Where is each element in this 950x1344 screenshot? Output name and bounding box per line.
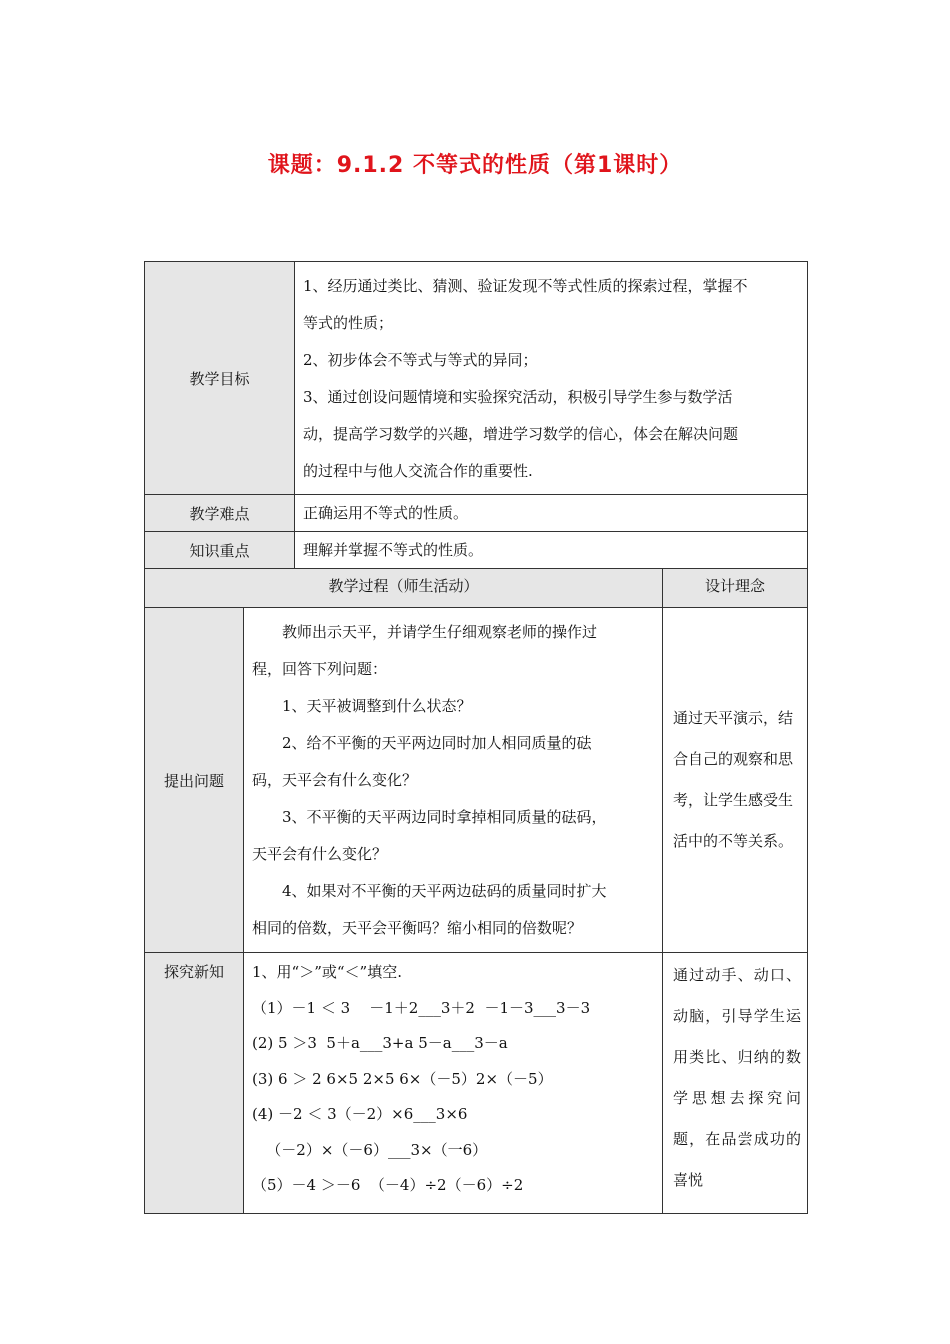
goals-content: [295, 262, 808, 495]
question-line: 3、不平衡的天平两边同时拿掉相同质量的砝码，: [282, 808, 607, 826]
explore-content: [244, 953, 663, 1214]
goal-line: 动，提高学习数学的兴趣，增进学习数学的信心，体会在解决问题: [303, 425, 739, 443]
explore-line: (4) －2 ＜ 3（－2）×6___3×6: [252, 1105, 468, 1123]
explore-line: 1、用“＞”或“＜”填空.: [252, 963, 402, 981]
question-line: 教师出示天平，并请学生仔细观察老师的操作过: [282, 623, 598, 641]
question-line: 码，天平会有什么变化？: [252, 771, 418, 789]
question-row: [145, 608, 808, 953]
question-label: 提出问题: [145, 608, 244, 953]
question-line: 2、给不平衡的天平两边同时加人相同质量的砝: [282, 734, 592, 752]
goals-label: 教学目标: [145, 262, 295, 495]
page-title: 课题：9.1.2 不等式的性质（第1课时）: [267, 153, 683, 178]
question-line: 4、如果对不平衡的天平两边砝码的质量同时扩大: [282, 882, 607, 900]
lesson-plan-table: [144, 261, 808, 1214]
goal-line: 2、初步体会不等式与等式的异同；: [303, 351, 538, 369]
question-line: 天平会有什么变化？: [252, 845, 388, 863]
process-header-row: [145, 569, 808, 608]
keypoint-label: 知识重点: [145, 532, 295, 569]
process-header: 教学过程（师生活动）: [145, 569, 663, 608]
goal-line: 1、经历通过类比、猜测、验证发现不等式性质的探索过程，掌握不: [303, 277, 748, 295]
explore-line: (2) 5 ＞3 5＋a___3+a 5－a___3－a: [252, 1034, 508, 1052]
question-content: [244, 608, 663, 953]
explore-label: 探究新知: [145, 953, 244, 1214]
goal-line: 3、通过创设问题情境和实验探究活动，积极引导学生参与数学活: [303, 388, 733, 406]
explore-line: （5）－4 ＞－6 （－4）÷2（－6）÷2: [252, 1176, 524, 1194]
difficulty-label: 教学难点: [145, 495, 295, 532]
question-line: 相同的倍数，天平会平衡吗？缩小相同的倍数呢？: [252, 919, 583, 937]
explore-line: （1）－1 ＜ 3 －1＋2___3＋2 －1－3___3－3: [252, 998, 591, 1017]
goals-row: [145, 262, 808, 495]
explore-line: (3) 6 ＞ 2 6×5 2×5 6×（－5）2×（－5）: [252, 1069, 553, 1088]
question-line: 1、天平被调整到什么状态？: [282, 697, 472, 715]
question-idea: 通过天平演示，结合自己的观察和思考，让学生感受生活中的不等关系。: [663, 608, 808, 953]
explore-idea: 通过动手、动口、动脑，引导学生运用类比、归纳的数学思想去探究问题，在品尝成功的喜悦: [663, 953, 808, 1214]
difficulty-text: 正确运用不等式的性质。: [295, 495, 808, 532]
question-line: 程，回答下列问题：: [252, 660, 388, 678]
keypoint-row: [145, 532, 808, 569]
explore-row: [145, 953, 808, 1214]
difficulty-row: [145, 495, 808, 532]
explore-line: （－2）×（－6）___3×（一6）: [252, 1140, 488, 1159]
keypoint-text: 理解并掌握不等式的性质。: [295, 532, 808, 569]
goal-line: 等式的性质；: [303, 314, 394, 332]
idea-header: 设计理念: [663, 569, 808, 608]
goal-line: 的过程中与他人交流合作的重要性.: [303, 462, 533, 480]
